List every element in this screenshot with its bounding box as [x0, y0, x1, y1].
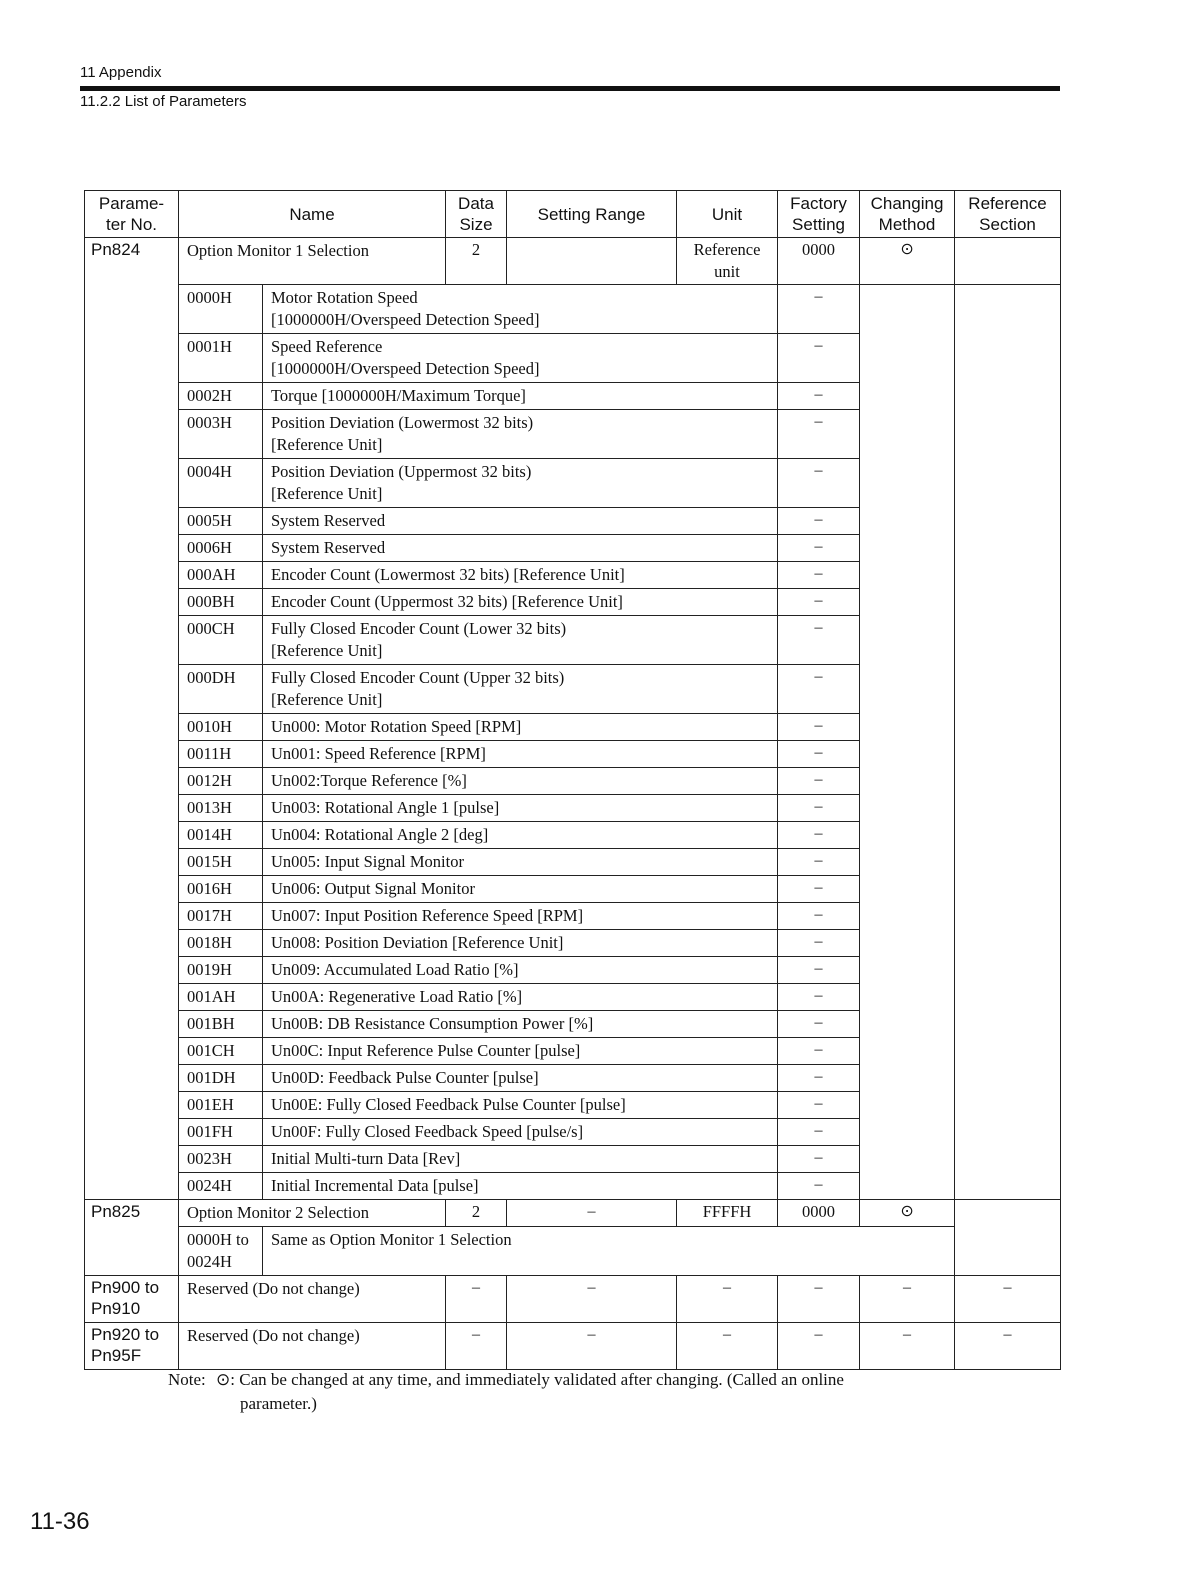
option-unit: –	[778, 1011, 860, 1038]
option-code: 0017H	[179, 903, 263, 930]
option-unit: –	[778, 768, 860, 795]
reserved-name: Reserved (Do not change)	[179, 1323, 446, 1370]
reserved-row	[85, 1323, 1061, 1370]
option-description: Un00E: Fully Closed Feedback Pulse Counter [pulse]	[263, 1092, 778, 1119]
option-unit: –	[778, 714, 860, 741]
option-unit: –	[778, 984, 860, 1011]
reserved-range: –	[507, 1276, 677, 1323]
option-unit: –	[778, 459, 860, 508]
option-description: Initial Multi-turn Data [Rev]	[263, 1146, 778, 1173]
col-header-data-size: Data Size	[446, 191, 507, 238]
option-description: System Reserved	[263, 508, 778, 535]
option-description: Un005: Input Signal Monitor	[263, 849, 778, 876]
option-code: 0016H	[179, 876, 263, 903]
option-code: 0004H	[179, 459, 263, 508]
option-description: Encoder Count (Lowermost 32 bits) [Reference Unit]	[263, 562, 778, 589]
option-unit: –	[778, 410, 860, 459]
option-code: 0000H	[179, 285, 263, 334]
option-code: 0014H	[179, 822, 263, 849]
option-description: Un002:Torque Reference [%]	[263, 768, 778, 795]
reserved-unit: –	[677, 1276, 778, 1323]
option-unit: –	[778, 1092, 860, 1119]
option-unit: –	[778, 903, 860, 930]
option-code: 001FH	[179, 1119, 263, 1146]
option-row	[85, 285, 1061, 334]
col-header-setting-range: Setting Range	[507, 191, 677, 238]
reserved-size: –	[446, 1276, 507, 1323]
option-description: Un00D: Feedback Pulse Counter [pulse]	[263, 1065, 778, 1092]
option-block-method-cell	[955, 285, 1061, 1200]
option-unit: –	[778, 849, 860, 876]
note-text: : Can be changed at any time, and immediately validated after changing. (Called an online	[230, 1370, 844, 1389]
option-code: 001EH	[179, 1092, 263, 1119]
header-rule	[80, 86, 1060, 91]
option-code: 0010H	[179, 714, 263, 741]
pn824-unit: Reference unit	[677, 238, 778, 285]
reserved-ref: –	[955, 1323, 1061, 1370]
option-unit: –	[778, 508, 860, 535]
reserved-factory: –	[778, 1276, 860, 1323]
option-code: 0012H	[179, 768, 263, 795]
col-header-factory-setting: Factory Setting	[778, 191, 860, 238]
option-description: Un008: Position Deviation [Reference Unit]	[263, 930, 778, 957]
pn825-factory-setting: 0000	[778, 1200, 860, 1227]
reserved-param-no: Pn920 to Pn95F	[85, 1323, 179, 1370]
option-description: Un003: Rotational Angle 1 [pulse]	[263, 795, 778, 822]
option-code: 001BH	[179, 1011, 263, 1038]
option-code: 0015H	[179, 849, 263, 876]
pn825-reference-section	[955, 1200, 1061, 1276]
option-unit: –	[778, 665, 860, 714]
reserved-method: –	[860, 1323, 955, 1370]
option-unit: –	[778, 535, 860, 562]
pn824-row	[85, 238, 1061, 285]
option-unit: –	[778, 383, 860, 410]
option-code: 0011H	[179, 741, 263, 768]
pn825-option-description: Same as Option Monitor 1 Selection	[263, 1227, 955, 1276]
option-description: Un00B: DB Resistance Consumption Power [%]	[263, 1011, 778, 1038]
option-unit: –	[778, 589, 860, 616]
pn824-name: Option Monitor 1 Selection	[179, 238, 446, 285]
option-unit: –	[778, 1146, 860, 1173]
option-description: Un00C: Input Reference Pulse Counter [pulse]	[263, 1038, 778, 1065]
section-title: 11.2.2 List of Parameters	[80, 93, 247, 110]
option-description: Encoder Count (Uppermost 32 bits) [Reference Unit]	[263, 589, 778, 616]
option-code: 0003H	[179, 410, 263, 459]
pn824-setting-range	[507, 238, 677, 285]
pn825-setting-range: –	[507, 1200, 677, 1227]
pn825-name: Option Monitor 2 Selection	[179, 1200, 446, 1227]
col-header-name: Name	[179, 191, 446, 238]
reserved-size: –	[446, 1323, 507, 1370]
option-block-factory-cell	[860, 285, 955, 1200]
option-code: 0001H	[179, 334, 263, 383]
parameter-table	[84, 190, 1061, 1370]
pn824-param-no: Pn824	[85, 238, 179, 1200]
pn825-option-range: 0000H to 0024H	[179, 1227, 263, 1276]
option-code: 000AH	[179, 562, 263, 589]
option-unit: –	[778, 930, 860, 957]
option-unit: –	[778, 562, 860, 589]
option-unit: –	[778, 1173, 860, 1200]
option-description: Torque [1000000H/Maximum Torque]	[263, 383, 778, 410]
option-description: Position Deviation (Uppermost 32 bits) [Reference Unit]	[263, 459, 778, 508]
col-header-param-no: Parame- ter No.	[85, 191, 179, 238]
reserved-range: –	[507, 1323, 677, 1370]
pn825-row	[85, 1200, 1061, 1227]
pn825-param-no: Pn825	[85, 1200, 179, 1276]
reserved-factory: –	[778, 1323, 860, 1370]
pn825-data-size: 2	[446, 1200, 507, 1227]
option-description: Motor Rotation Speed [1000000H/Overspeed Detection Speed]	[263, 285, 778, 334]
pn824-data-size: 2	[446, 238, 507, 285]
reserved-method: –	[860, 1276, 955, 1323]
reserved-unit: –	[677, 1323, 778, 1370]
option-unit: –	[778, 1065, 860, 1092]
option-code: 001DH	[179, 1065, 263, 1092]
reserved-name: Reserved (Do not change)	[179, 1276, 446, 1323]
reserved-param-no: Pn900 to Pn910	[85, 1276, 179, 1323]
option-description: Un009: Accumulated Load Ratio [%]	[263, 957, 778, 984]
pn825-changing-method: ⊙	[860, 1200, 955, 1227]
page-number: 11-36	[30, 1508, 90, 1535]
pn824-changing-method: ⊙	[860, 238, 955, 285]
option-description: Speed Reference [1000000H/Overspeed Detection Speed]	[263, 334, 778, 383]
option-code: 0002H	[179, 383, 263, 410]
note-label: Note:	[168, 1370, 206, 1389]
option-code: 0024H	[179, 1173, 263, 1200]
option-description: Fully Closed Encoder Count (Lower 32 bits) [Reference Unit]	[263, 616, 778, 665]
option-description: Un007: Input Position Reference Speed [RPM]	[263, 903, 778, 930]
chapter-title: 11 Appendix	[80, 64, 162, 81]
option-unit: –	[778, 876, 860, 903]
option-unit: –	[778, 795, 860, 822]
option-unit: –	[778, 822, 860, 849]
option-description: System Reserved	[263, 535, 778, 562]
option-code: 000CH	[179, 616, 263, 665]
option-description: Un006: Output Signal Monitor	[263, 876, 778, 903]
option-description: Fully Closed Encoder Count (Upper 32 bits) [Reference Unit]	[263, 665, 778, 714]
option-unit: –	[778, 957, 860, 984]
header-row	[85, 191, 1061, 238]
option-code: 0019H	[179, 957, 263, 984]
option-unit: –	[778, 741, 860, 768]
option-code: 0013H	[179, 795, 263, 822]
option-description: Position Deviation (Lowermost 32 bits) [Reference Unit]	[263, 410, 778, 459]
note-continued: parameter.)	[240, 1394, 317, 1413]
option-description: Un001: Speed Reference [RPM]	[263, 741, 778, 768]
option-unit: –	[778, 334, 860, 383]
option-unit: –	[778, 285, 860, 334]
option-code: 001AH	[179, 984, 263, 1011]
pn824-factory-setting: 0000	[778, 238, 860, 285]
option-description: Un00F: Fully Closed Feedback Speed [pulse/s]	[263, 1119, 778, 1146]
option-code: 001CH	[179, 1038, 263, 1065]
option-code: 000BH	[179, 589, 263, 616]
col-header-unit: Unit	[677, 191, 778, 238]
option-unit: –	[778, 616, 860, 665]
option-code: 000DH	[179, 665, 263, 714]
option-code: 0006H	[179, 535, 263, 562]
option-unit: –	[778, 1038, 860, 1065]
pn824-reference-section	[955, 238, 1061, 285]
option-code: 0023H	[179, 1146, 263, 1173]
option-code: 0005H	[179, 508, 263, 535]
option-description: Un004: Rotational Angle 2 [deg]	[263, 822, 778, 849]
option-description: Initial Incremental Data [pulse]	[263, 1173, 778, 1200]
pn825-unit: FFFFH	[677, 1200, 778, 1227]
online-parameter-symbol: ⊙	[216, 1370, 231, 1389]
option-code: 0018H	[179, 930, 263, 957]
option-description: Un00A: Regenerative Load Ratio [%]	[263, 984, 778, 1011]
pn825-sub-row	[85, 1227, 1061, 1276]
option-description: Un000: Motor Rotation Speed [RPM]	[263, 714, 778, 741]
col-header-changing-method: Changing Method	[860, 191, 955, 238]
reserved-row	[85, 1276, 1061, 1323]
option-unit: –	[778, 1119, 860, 1146]
table-note	[168, 1368, 844, 1416]
reserved-ref: –	[955, 1276, 1061, 1323]
col-header-reference-section: Reference Section	[955, 191, 1061, 238]
